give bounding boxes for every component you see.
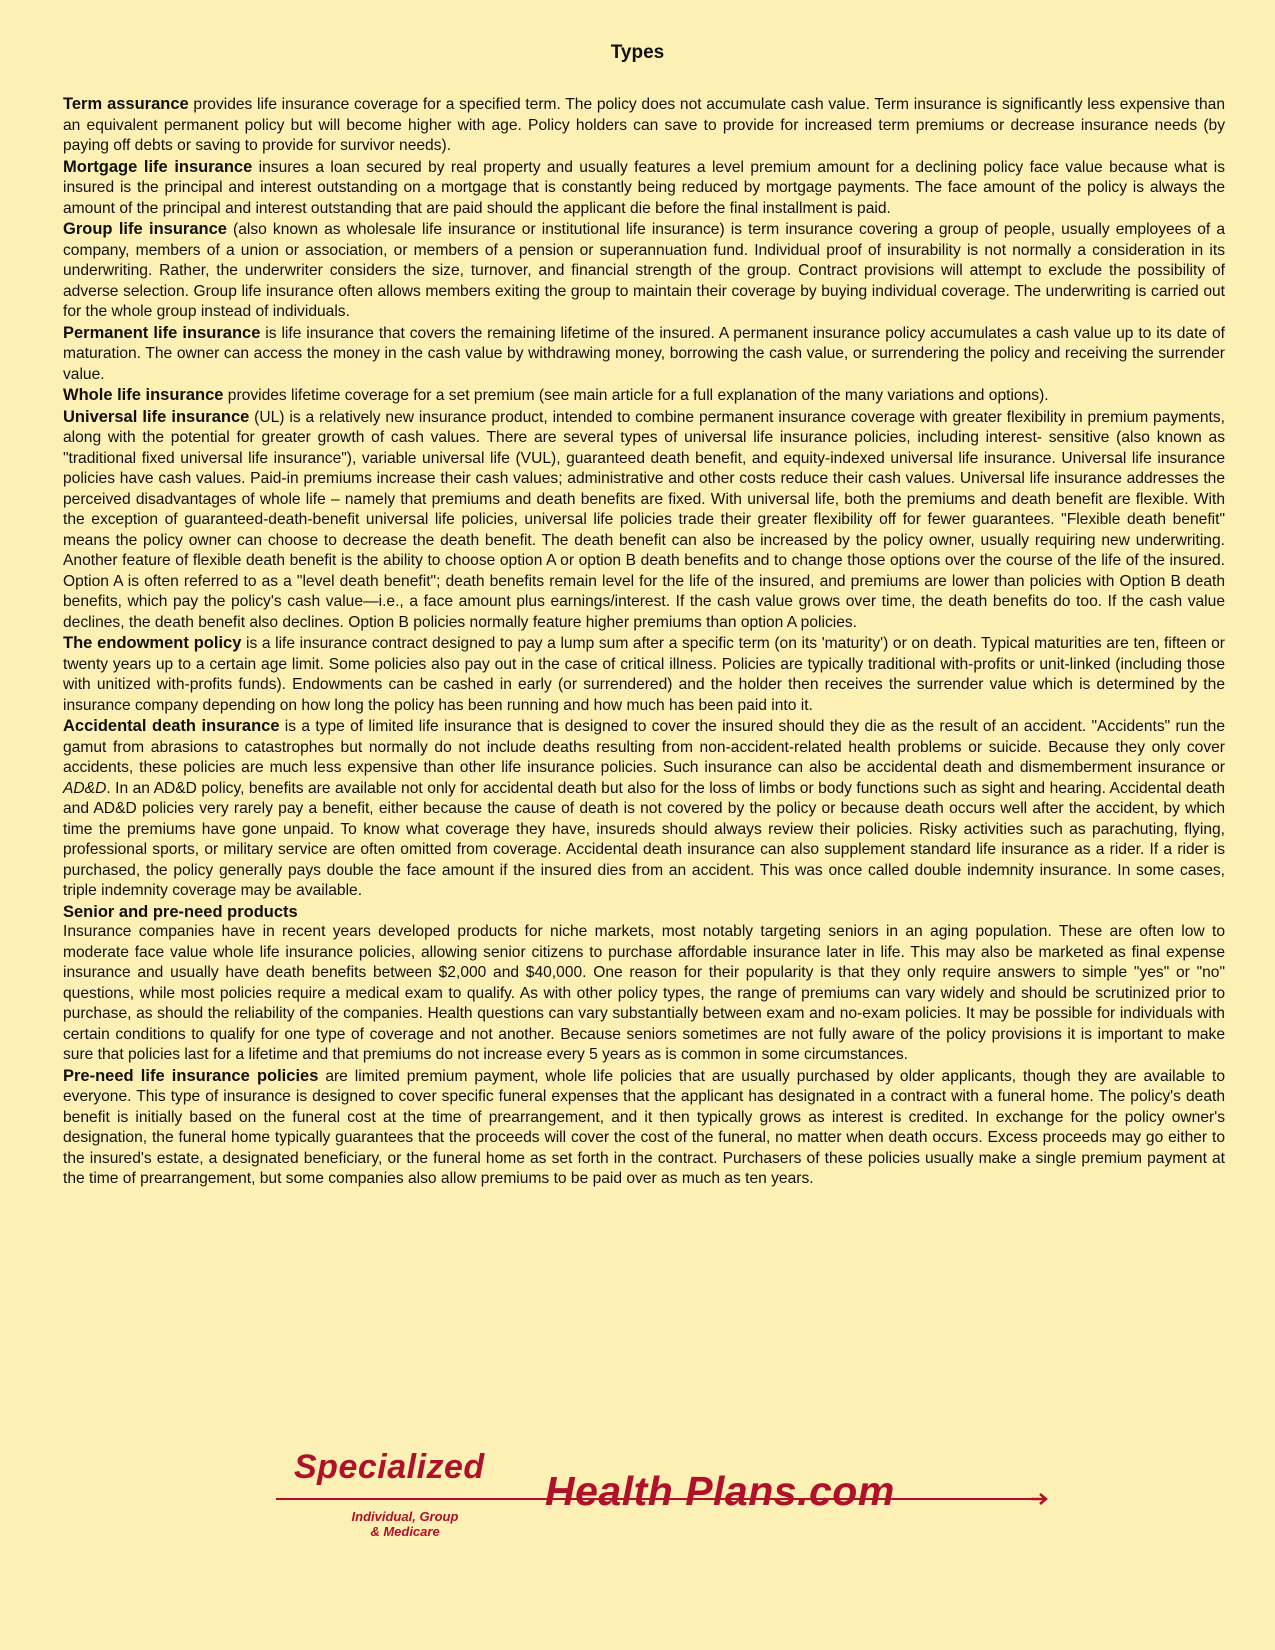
section-text: provides lifetime coverage for a set premium (see main article for a full explanation of the many variations and options). <box>223 387 1049 404</box>
section-italic: AD&D <box>63 779 107 797</box>
section-universal-life <box>63 407 1225 634</box>
section-text: are limited premium payment, whole life policies that are usually purchased by older applicants, though they are available to everyone. This type of insurance is designed to cover specific funeral expenses that the applicant has designated in a contract with a funeral home. The policy's death benefit is initially based on the funeral cost at the time of prearrangement, and it then typically grows as interest is credited. In exchange for the policy owner's designation, the funeral home typically guarantees that the proceeds will cover the cost of the funeral, no matter when death occurs. Excess proceeds may go either to the insured's estate, a designated beneficiary, or the funeral home as set forth in the contract. Purchasers of these policies usually make a single premium payment at the time of prearrangement, but some companies also allow premiums to be paid over as much as ten years. <box>63 1067 1225 1187</box>
section-term: Term assurance <box>63 95 189 113</box>
section-term-assurance <box>63 94 1225 157</box>
senior-heading: Senior and pre-need products <box>63 902 298 921</box>
section-mortgage-life <box>63 157 1225 220</box>
page-title: Types <box>610 42 665 63</box>
section-text: insures a loan secured by real property and usually features a level premium amount for a declining policy face value because what is insured is the principal and interest outstanding on a mortgage that is constantly being reduced by mortgage payments. The face amount of the policy is always the amount of the principal and interest outstanding that are paid should the applicant die before the final installment is paid. <box>63 158 1225 217</box>
section-permanent-life <box>63 323 1225 386</box>
section-text-cont: . In an AD&D policy, benefits are available not only for accidental death but also for the loss of limbs or body functions such as sight and hearing. Accidental death and AD&D policies very rarely pay a benefit, either because the cause of death is not covered by the policy or because death occurs well after the accident, by which time the premiums have gone unpaid. To know what coverage they have, insureds should always review their policies. Risky activities such as parachuting, flying, professional sports, or military service are often omitted from coverage. Accidental death insurance can also supplement standard life insurance as a rider. If a rider is purchased, the policy generally pays double the face amount if the insured dies from an accident. This was once called double indemnity insurance. In some cases, triple indemnity coverage may be available. <box>63 779 1225 899</box>
logo-subtitle <box>330 1509 480 1539</box>
section-text: provides life insurance coverage for a specified term. The policy does not accumulate cash value. Term insurance is significantly less expensive than an equivalent permanent policy but will become higher with age. Policy holders can save to provide for increased term premiums or decrease insurance needs (by paying off debts or saving to provide for survivor needs). <box>63 96 1225 154</box>
logo-sub-line-2: & Medicare <box>370 1524 440 1539</box>
section-term: The endowment policy <box>63 634 242 652</box>
section-term: Permanent life insurance <box>63 323 261 342</box>
logo-sub-line-1: Individual, Group <box>351 1509 459 1524</box>
section-whole-life <box>63 385 1225 407</box>
section-term: Group life insurance <box>63 220 227 238</box>
document-body <box>63 94 1225 1190</box>
section-text: (UL) is a relatively new insurance product, intended to combine permanent insurance coverage with greater flexibility in premium payments, along with the potential for greater growth of cash values. There are several types of universal life insurance policies, including interest- sensitive (also known as "traditional fixed universal life insurance"), variable universal life (VUL), guaranteed death benefit, and equity-indexed universal life insurance. Universal life insurance policies have cash values. Paid-in premiums increase their cash values; administrative and other costs reduce their cash values. Universal life insurance addresses the perceived disadvantages of whole life – namely that premiums and death benefits are fixed. With universal life, both the premiums and death benefit are flexible. With the exception of guaranteed-death-benefit universal life policies, universal life policies trade their greater flexibility off for fewer guarantees. "Flexible death benefit" means the policy owner can choose to decrease the death benefit. The death benefit can also be increased by the policy owner, usually requiring new underwriting. Another feature of flexible death benefit is the ability to choose option A or option B death benefits and to change those options over the course of the life of the insured. Option A is often referred to as a "level death benefit"; death benefits remain level for the life of the insured, and premiums are lower than policies with Option B death benefits, which pay the policy's cash value—i.e., a face amount plus earnings/interest. If the cash value grows over time, the death benefits do too. If the cash value declines, the death benefit also declines. Option B policies normally feature higher premiums than option A policies. <box>63 408 1225 631</box>
section-term: Pre-need life insurance policies <box>63 1066 319 1085</box>
section-term: Accidental death insurance <box>63 717 280 735</box>
section-term: Universal life insurance <box>63 407 250 426</box>
section-text: is a life insurance contract designed to pay a lump sum after a specific term (on its 'maturity') or on death. Typical maturities are ten, fifteen or twenty years up to a certain age limit. Some policies also pay out in the case of critical illness. Policies are typically traditional with-profits or unit-linked (including those with unitized with-profits funds). Endowments can be cashed in early (or surrendered) and the holder then receives the surrender value which is determined by the insurance company depending on how long the policy has been running and how much has been paid into it. <box>63 635 1225 714</box>
arrow-icon <box>1032 1491 1048 1507</box>
section-group-life <box>63 219 1225 323</box>
section-endowment <box>63 633 1225 716</box>
logo-line-1: Specialized <box>294 1448 485 1486</box>
section-term: Mortgage life insurance <box>63 157 253 176</box>
senior-text: Insurance companies have in recent years developed products for niche markets, most notably targeting seniors in an aging population. These are often low to moderate face value whole life insurance policies, allowing senior citizens to purchase affordable insurance later in life. This may also be marketed as final expense insurance and usually have death benefits between $2,000 and $40,000. One reason for their popularity is that they only require answers to simple "yes" or "no" questions, while most policies require a medical exam to qualify. As with other policy types, the range of premiums can vary widely and should be scrutinized prior to purchase, as should the reliability of the companies. Health questions can vary substantially between exam and no-exam policies. It may be possible for individuals with certain conditions to qualify for one type of coverage and not another. Because seniors sometimes are not fully aware of the policy provisions it is important to make sure that policies last for a lifetime and that premiums do not increase every 5 years as is common in some circumstances. <box>63 923 1225 1063</box>
section-text: is a type of limited life insurance that is designed to cover the insured should they die as the result of an accident. "Accidents" run the gamut from abrasions to catastrophes but normally do not include deaths resulting from non-accident-related health problems or suicide. Because they only cover accidents, these policies are much less expensive than other life insurance policies. Such insurance can also be accidental death and dismemberment insurance or <box>63 718 1225 776</box>
logo-line-2: Health Plans.com <box>545 1468 895 1514</box>
section-accidental-death <box>63 716 1225 902</box>
section-text: is life insurance that covers the remaining lifetime of the insured. A permanent insurance policy accumulates a cash value up to its date of maturation. The owner can access the money in the cash value by withdrawing money, borrowing the cash value, or surrendering the policy and receiving the surrender value. <box>63 324 1225 383</box>
section-term: Whole life insurance <box>63 386 224 404</box>
section-preneed <box>63 1066 1225 1190</box>
section-text: (also known as wholesale life insurance or institutional life insurance) is term insurance covering a group of people, usually employees of a company, members of a union or association, or members of a pension or superannuation fund. Individual proof of insurability is not normally a consideration in its underwriting. Rather, the underwriter considers the size, turnover, and financial strength of the group. Contract provisions will attempt to exclude the possibility of adverse selection. Group life insurance often allows members exiting the group to maintain their coverage by buying individual coverage. The underwriting is carried out for the whole group instead of individuals. <box>63 221 1225 320</box>
company-logo <box>270 1448 1050 1548</box>
